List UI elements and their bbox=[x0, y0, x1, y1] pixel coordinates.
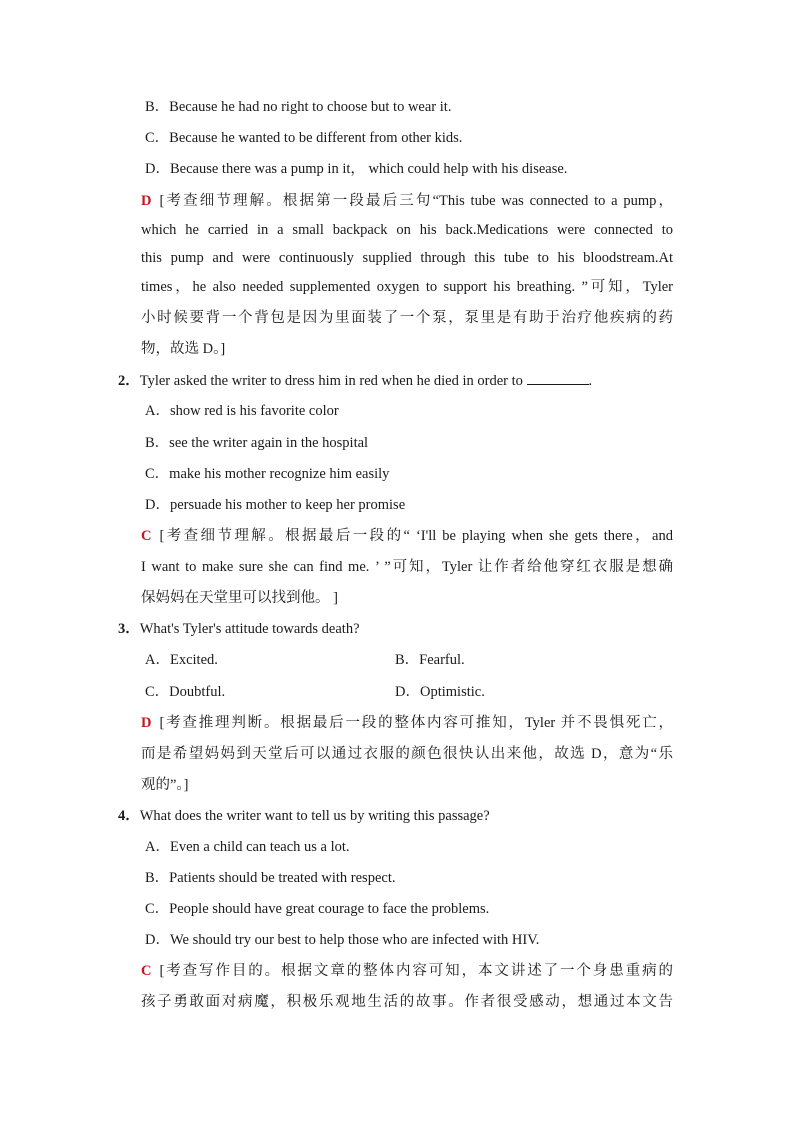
option-text: persuade his mother to keep her promise bbox=[169, 497, 406, 513]
option-text: We should try our best to help those who are infected with HIV. bbox=[169, 932, 540, 948]
q3-answer-line-2: 而是希望妈妈到天堂后可以通过衣服的颜色很快认出来他，故选 D，意为“乐 bbox=[141, 746, 673, 762]
q1-answer-line-1 bbox=[141, 191, 673, 211]
q1-option-d bbox=[145, 159, 567, 179]
q3-option-d bbox=[395, 682, 485, 702]
q4-option-c bbox=[145, 899, 489, 919]
q1-answer-line-2: which he carried in a small backpack on his back.Medications were connected to bbox=[141, 222, 673, 238]
option-text: Optimistic. bbox=[419, 684, 485, 700]
option-text: Fearful. bbox=[419, 652, 465, 668]
q3-answer-line-1 bbox=[141, 713, 673, 733]
q1-answer-line-4: times，he also needed supplemented oxygen to support his breathing. ”可知，Tyler bbox=[141, 279, 673, 295]
q2-answer-line-3: 保妈妈在天堂里可以找到他。 ] bbox=[141, 590, 338, 606]
q3-option-a bbox=[145, 650, 218, 670]
option-letter: D． bbox=[395, 684, 420, 700]
option-text: Because he had no right to choose but to wear it. bbox=[169, 99, 452, 115]
question-3-stem bbox=[118, 619, 360, 639]
q4-option-a bbox=[145, 837, 350, 857]
q4-option-b bbox=[145, 868, 395, 888]
answer-letter: C bbox=[141, 528, 152, 544]
option-letter: D． bbox=[145, 161, 170, 177]
q2-option-d bbox=[145, 495, 405, 515]
option-letter: B． bbox=[145, 870, 170, 886]
option-text: Excited. bbox=[169, 652, 218, 668]
option-text: Because there was a pump in it， which could help with his disease. bbox=[169, 161, 568, 177]
option-letter: A． bbox=[145, 403, 170, 419]
option-letter: C． bbox=[145, 466, 170, 482]
q1-answer-line-6: 物，故选 D。] bbox=[141, 341, 226, 357]
option-letter: D． bbox=[145, 932, 170, 948]
q2-option-a bbox=[145, 401, 339, 421]
option-text: Doubtful. bbox=[169, 684, 226, 700]
option-text: Even a child can teach us a lot. bbox=[169, 839, 350, 855]
q2-answer-line-1 bbox=[141, 526, 673, 546]
question-4-stem bbox=[118, 806, 490, 826]
q2-option-c bbox=[145, 464, 389, 484]
q4-answer-line-2: 孩子勇敢面对病魔，积极乐观地生活的故事。作者很受感动，想通过本文告 bbox=[141, 994, 673, 1010]
question-text: What does the writer want to tell us by writing this passage? bbox=[139, 808, 490, 824]
answer-text: [考查细节理解。根据第一段最后三句“This tube was connected to a pump， bbox=[159, 193, 673, 209]
option-text: Because he wanted to be different from other kids. bbox=[169, 130, 463, 146]
answer-letter: C bbox=[141, 963, 152, 979]
q1-option-c bbox=[145, 128, 462, 148]
q3-answer-line-3: 观的”。] bbox=[141, 777, 189, 793]
option-text: see the writer again in the hospital bbox=[169, 435, 369, 451]
question-number: 3． bbox=[118, 621, 140, 637]
q3-option-c bbox=[145, 682, 225, 702]
option-text: People should have great courage to face the problems. bbox=[169, 901, 490, 917]
answer-text: [考查细节理解。根据最后一段的“ ‘I'll be playing when she gets there，and bbox=[159, 528, 673, 544]
question-number: 2． bbox=[118, 373, 140, 389]
option-text: Patients should be treated with respect. bbox=[169, 870, 396, 886]
option-letter: B． bbox=[395, 652, 420, 668]
option-letter: A． bbox=[145, 839, 170, 855]
q2-answer-line-2: I want to make sure she can find me. ’ ”可知，Tyler 让作者给他穿红衣服是想确 bbox=[141, 559, 673, 575]
question-text: What's Tyler's attitude towards death? bbox=[139, 621, 360, 637]
option-text: show red is his favorite color bbox=[169, 403, 339, 419]
answer-letter: D bbox=[141, 715, 152, 731]
q4-answer-line-1 bbox=[141, 961, 673, 981]
q4-option-d bbox=[145, 930, 539, 950]
option-letter: A． bbox=[145, 652, 170, 668]
q1-answer-line-3: this pump and were continuously supplied through this tube to his bloodstream.At bbox=[141, 250, 673, 266]
q1-option-b bbox=[145, 97, 451, 117]
option-letter: C． bbox=[145, 901, 170, 917]
option-letter: B． bbox=[145, 435, 170, 451]
question-end: . bbox=[588, 373, 593, 389]
question-2-stem bbox=[118, 370, 592, 391]
option-letter: D． bbox=[145, 497, 170, 513]
question-number: 4． bbox=[118, 808, 140, 824]
question-text: Tyler asked the writer to dress him in red when he died in order to bbox=[139, 373, 523, 389]
option-letter: C． bbox=[145, 130, 170, 146]
answer-text: [考查写作目的。根据文章的整体内容可知，本文讲述了一个身患重病的 bbox=[159, 963, 673, 979]
answer-letter: D bbox=[141, 193, 152, 209]
q3-option-b bbox=[395, 650, 465, 670]
answer-text: [考查推理判断。根据最后一段的整体内容可推知，Tyler 并不畏惧死亡， bbox=[159, 715, 673, 731]
answer-blank bbox=[527, 370, 589, 385]
option-text: make his mother recognize him easily bbox=[169, 466, 390, 482]
q2-option-b bbox=[145, 433, 368, 453]
q1-answer-line-5: 小时候要背一个背包是因为里面装了一个泵，泵里是有助于治疗他疾病的药 bbox=[141, 310, 673, 326]
option-letter: B． bbox=[145, 99, 170, 115]
option-letter: C． bbox=[145, 684, 170, 700]
